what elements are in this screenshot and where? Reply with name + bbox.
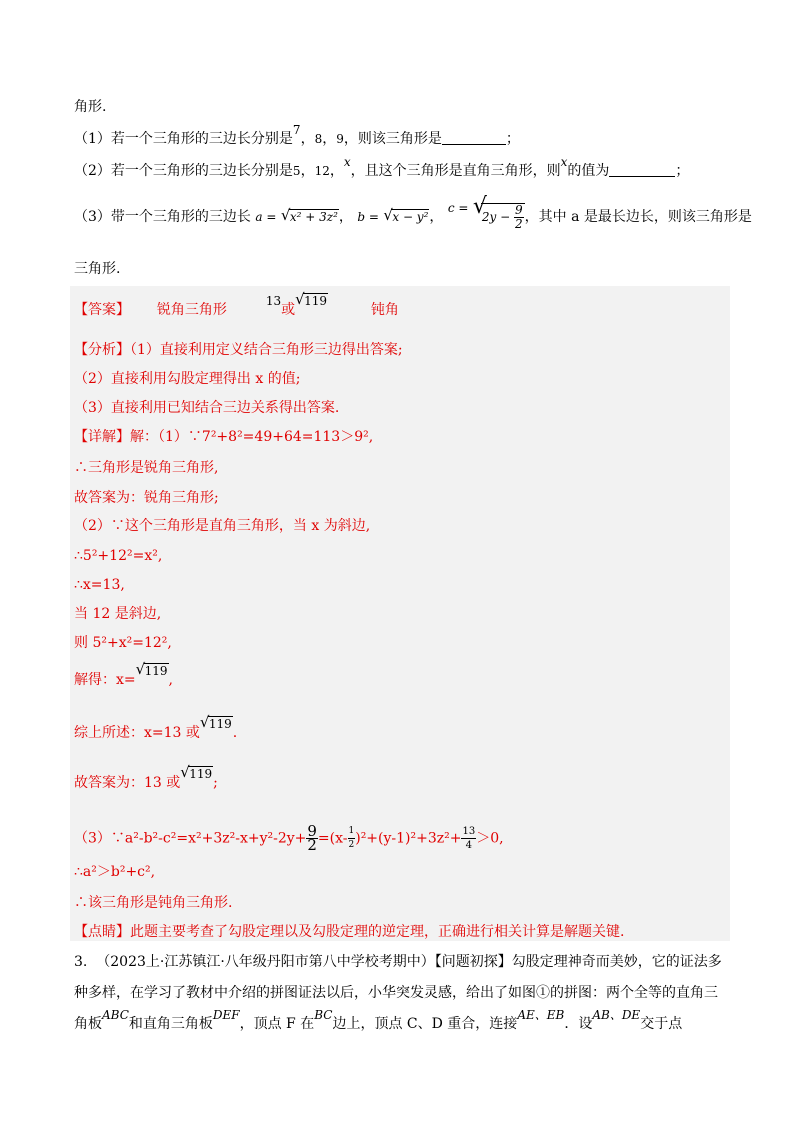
detail-line-6: ∴x=13,	[74, 577, 125, 593]
answer-blank-2[interactable]	[609, 162, 675, 177]
question-2: （2）若一个三角形的三边长分别是5，12，x，且这个三角形是直角三角形，则x的值为 ；	[74, 155, 690, 179]
detail-line-5: ∴5²+12²=x²,	[74, 548, 163, 564]
detail-line-9: 解得：x= √ 119,	[74, 660, 173, 688]
answer-blank-1[interactable]	[442, 130, 506, 145]
detail-line-10: 综上所述：x=13 或 √ 119.	[74, 713, 238, 741]
answer-line: 【答案】 锐角三角形 13或 √ 119 钝角	[74, 290, 399, 318]
detail-line-1: 【详解】解：（1）∵7²+8²=49+64=113＞9²,	[74, 429, 374, 445]
question-3-continued: 三角形.	[74, 261, 121, 277]
comment-line: 【点睛】此题主要考查了勾股定理以及勾股定理的逆定理，正确进行相关计算是解题关键.	[74, 924, 625, 940]
detail-line-13: ∴a²＞b²+c²,	[74, 864, 156, 880]
detail-line-11: 故答案为：13 或 √ 119;	[74, 763, 218, 791]
question-next-line-1: 3. （2023上·江苏镇江·八年级丹阳市第八中学校考期中）【问题初探】勾股定理神奇而美妙，它的证法多	[74, 954, 722, 970]
detail-line-2: ∴三角形是锐角三角形,	[74, 460, 219, 476]
question-3: （3）带一个三角形的三边长 a = √ x² + 3z²， b = √ x − y²， c = √ 2y − $\frac{9}{2}$ ，其中 a 是最长边长，则该三角形是	[74, 194, 752, 231]
intro-tail: 角形.	[74, 99, 107, 115]
analysis-line-3: （3）直接利用已知结合三边关系得出答案.	[74, 400, 340, 416]
detail-line-14: ∴该三角形是钝角三角形.	[74, 895, 233, 911]
analysis-line-1: 【分析】（1）直接利用定义结合三角形三边得出答案;	[74, 342, 403, 358]
detail-line-12: （3）∵a²-b²-c²=x²+3z²-x+y²-2y+ $\frac{9}{2}$ =(x- $\frac{1}{2}$ )²+(y-1)²+3z²+ $\frac{13}{4}$ ＞0,	[74, 822, 504, 854]
detail-line-7: 当 12 是斜边,	[74, 606, 162, 622]
analysis-line-2: （2）直接利用勾股定理得出 x 的值;	[74, 371, 301, 387]
question-next-line-3: 角板ABC和直角三角板DEF，顶点 F 在BC边上，顶点 C、D 重合，连接AE、EB．设AB、DE交于点	[74, 1008, 683, 1032]
question-1: （1）若一个三角形的三边长分别是7，8，9，则该三角形是 ；	[74, 123, 520, 147]
detail-line-8: 则 5²+x²=12²,	[74, 635, 172, 651]
question-next-line-2: 种多样，在学习了教材中介绍的拼图证法以后，小华突发灵感，给出了如图①的拼图：两个全等的直角三	[74, 985, 718, 1001]
detail-line-3: 故答案为：锐角三角形;	[74, 490, 219, 506]
detail-line-4: （2）∵这个三角形是直角三角形，当 x 为斜边,	[74, 518, 371, 534]
